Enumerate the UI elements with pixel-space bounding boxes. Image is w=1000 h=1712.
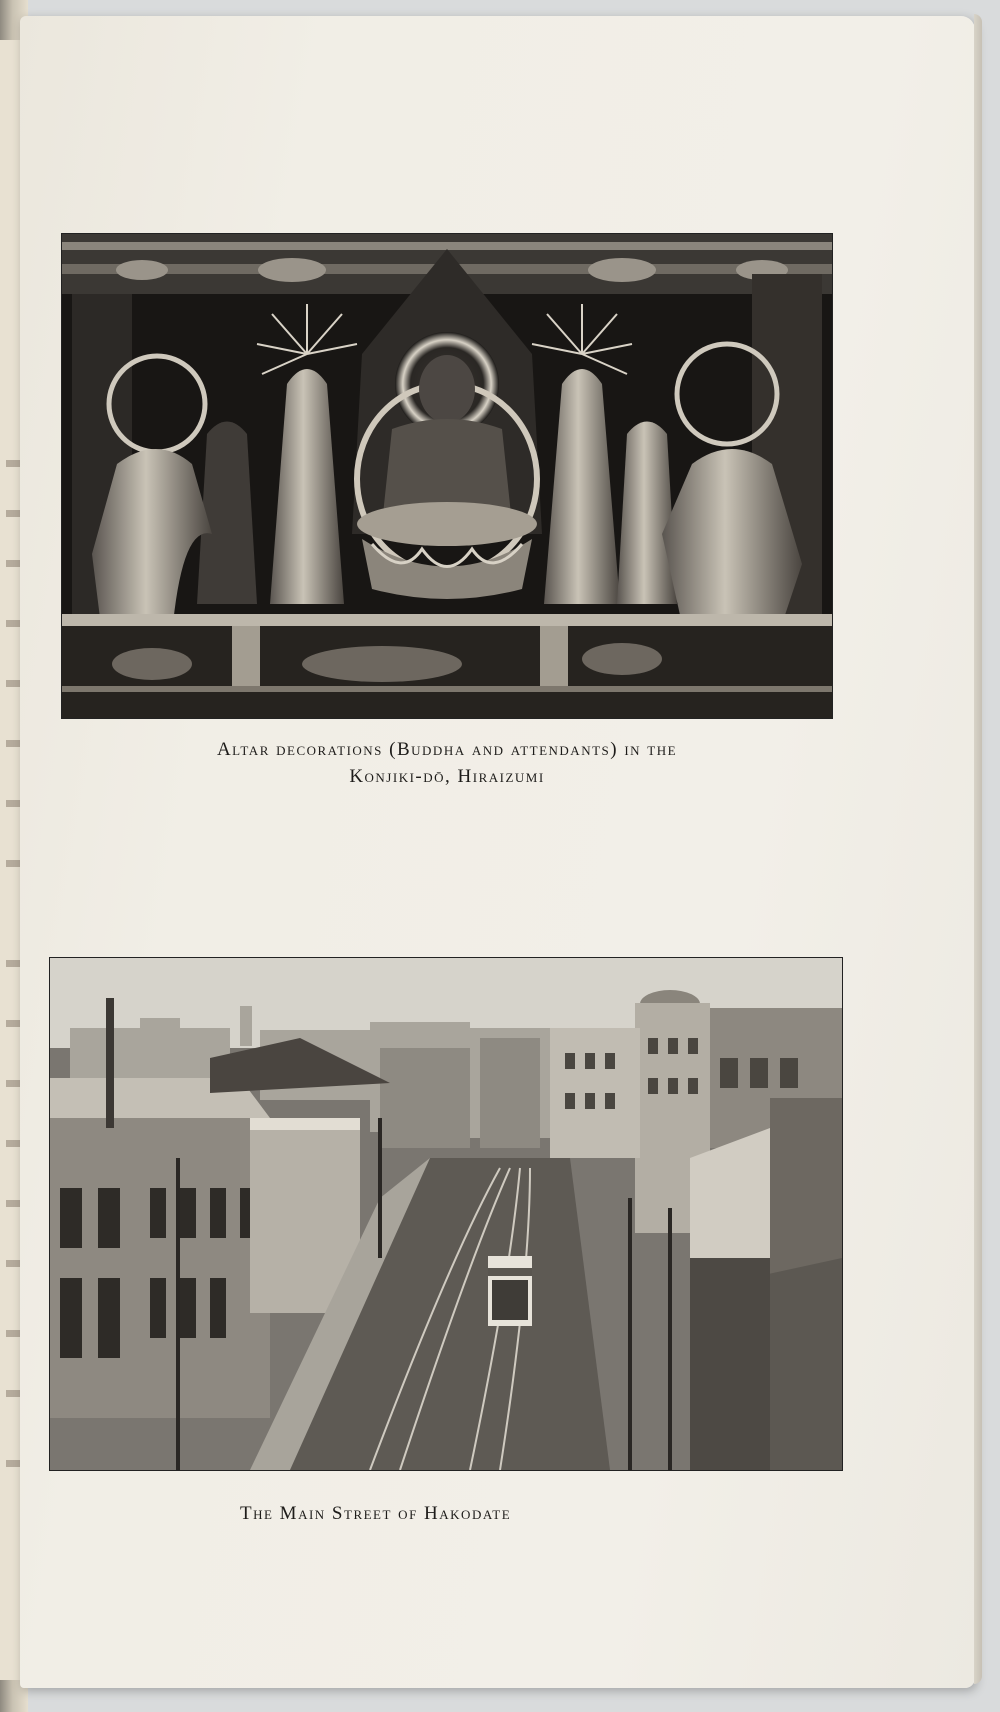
book-page [20,16,975,1688]
page-edge [974,14,982,1684]
hakodate-caption-text: The Main Street of Hakodate [240,1503,512,1524]
altar-caption [62,736,832,790]
altar-caption-line-1: Altar decorations (Buddha and attendants) in the [216,739,678,760]
altar-caption-line-2: Konjiki-dō, Hiraizumi [349,766,545,787]
hakodate-caption [50,1500,842,1527]
hakodate-street-photograph [50,958,842,1470]
altar-photograph [62,234,832,718]
